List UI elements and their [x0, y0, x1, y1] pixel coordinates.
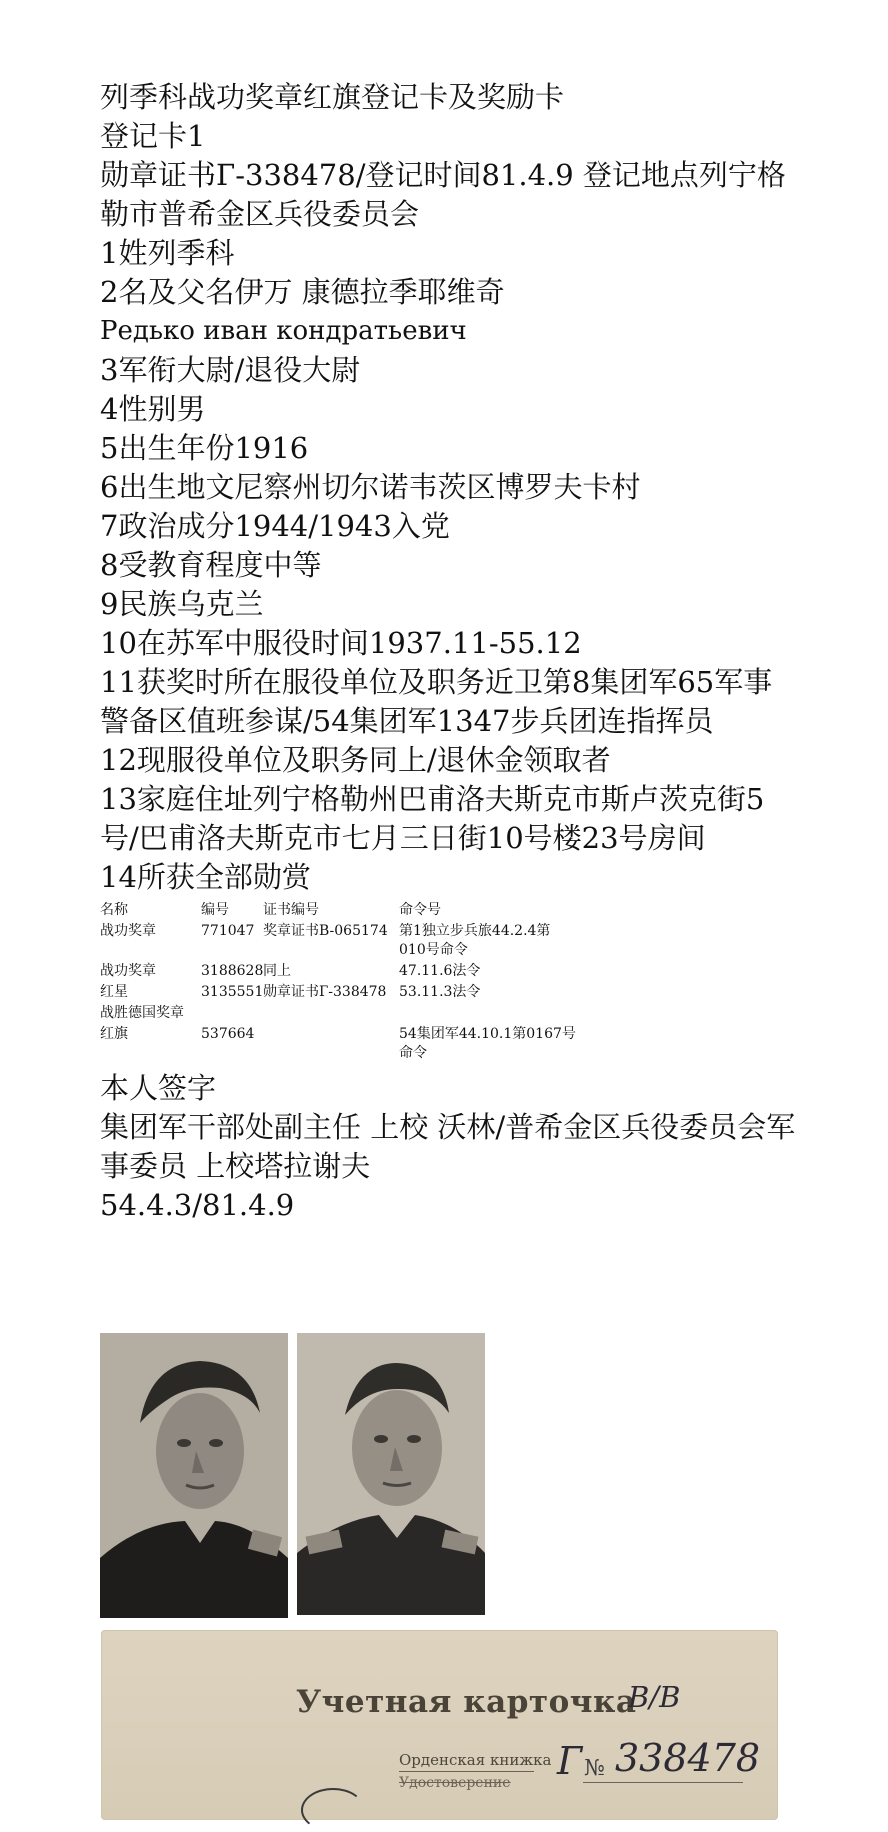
text-line: 9民族乌克兰	[100, 587, 264, 621]
awards-header-cell: 证书编号	[263, 902, 319, 918]
awards-header-cell: 编号	[201, 902, 229, 918]
award-certificate: 勋章证书Г-338478	[263, 984, 387, 1000]
text-line: 14所获全部勋赏	[100, 860, 311, 894]
table-row	[100, 922, 640, 960]
award-order: 53.11.3法令	[399, 984, 481, 1000]
text-line: 12现服役单位及职务同上/退休金领取者	[100, 743, 611, 777]
text-line-russian-name: Редько иван кондратьевич	[100, 316, 467, 346]
award-name: 战功奖章	[100, 963, 156, 979]
signature-label: 本人签字	[100, 1071, 217, 1105]
text-line: 1姓列季科	[100, 236, 235, 270]
officials-line: 集团军干部处副主任 上校 沃林/普希金区兵役委员会军事委员 上校塔拉谢夫	[100, 1110, 796, 1183]
registration-card-scan	[101, 1630, 778, 1820]
text-line: 3军衔大尉/退役大尉	[100, 353, 361, 387]
text-line: 8受教育程度中等	[100, 548, 322, 582]
award-order: 54集团军44.10.1第0167号命令	[399, 1026, 576, 1061]
award-number: 3188628	[201, 963, 264, 979]
awards-header-cell: 名称	[100, 902, 128, 918]
portrait-image	[100, 1333, 288, 1618]
text-line: 6出生地文尼察州切尔诺韦茨区博罗夫卡村	[100, 470, 641, 504]
card-title: Учетная карточка	[296, 1684, 637, 1720]
text-line: 11获奖时所在服役单位及职务近卫第8集团军65军事警备区值班参谋/54集团军1347步兵团连指挥员	[100, 665, 773, 738]
text-line: 13家庭住址列宁格勒州巴甫洛夫斯克市斯卢茨克街5号/巴甫洛夫斯克市七月三日街10号楼23号房间	[100, 782, 765, 855]
award-order: 第1独立步兵旅44.2.4第010号命令	[399, 923, 551, 958]
text-line: 2名及父名伊万 康德拉季耶维奇	[100, 275, 505, 309]
card-underline	[399, 1771, 534, 1772]
doc-title: 列季科战功奖章红旗登记卡及奖励卡	[100, 80, 565, 114]
awards-header-cell: 命令号	[399, 902, 441, 918]
card-series: Г	[557, 1739, 583, 1783]
award-number: 771047	[201, 923, 255, 939]
text-line: 4性别男	[100, 392, 206, 426]
award-certificate: 同上	[263, 963, 291, 979]
award-name: 战功奖章	[100, 923, 156, 939]
award-name: 红旗	[100, 1026, 128, 1042]
text-line: 10在苏军中服役时间1937.11-55.12	[100, 626, 582, 660]
portrait-photo	[297, 1333, 485, 1615]
text-line: 勋章证书Г-338478/登记时间81.4.9 登记地点列宁格勒市普希金区兵役委员会	[100, 158, 786, 231]
award-order: 47.11.6法令	[399, 963, 481, 979]
document-body	[100, 78, 800, 1225]
table-row	[100, 983, 640, 1002]
award-name: 红星	[100, 984, 128, 1000]
text-line: 5出生年份1916	[100, 431, 309, 465]
card-stamp-fragment	[301, 1788, 365, 1832]
award-certificate: 奖章证书B-065174	[263, 923, 388, 939]
table-row	[100, 1025, 640, 1063]
awards-table	[100, 901, 640, 1063]
portrait-photo	[100, 1333, 288, 1618]
card-label-certificate: Удостоверение	[399, 1775, 511, 1791]
card-number-underline	[583, 1782, 743, 1783]
award-number: 537664	[201, 1026, 255, 1042]
text-line: 7政治成分1944/1943入党	[100, 509, 450, 543]
dates-line: 54.4.3/81.4.9	[100, 1188, 295, 1222]
awards-header-row	[100, 901, 640, 920]
award-number: 3135551	[201, 984, 264, 1000]
table-row	[100, 1004, 640, 1023]
photos	[100, 1333, 485, 1618]
card-label-order-book: Орденская книжка	[399, 1751, 552, 1769]
award-name: 战胜德国奖章	[100, 1005, 184, 1021]
card-number-sign: №	[584, 1756, 605, 1781]
table-row	[100, 962, 640, 981]
text-line: 登记卡1	[100, 119, 206, 153]
portrait-image	[297, 1333, 485, 1615]
card-number: 338478	[615, 1736, 761, 1780]
card-handwritten-mark: В/В	[628, 1680, 681, 1714]
